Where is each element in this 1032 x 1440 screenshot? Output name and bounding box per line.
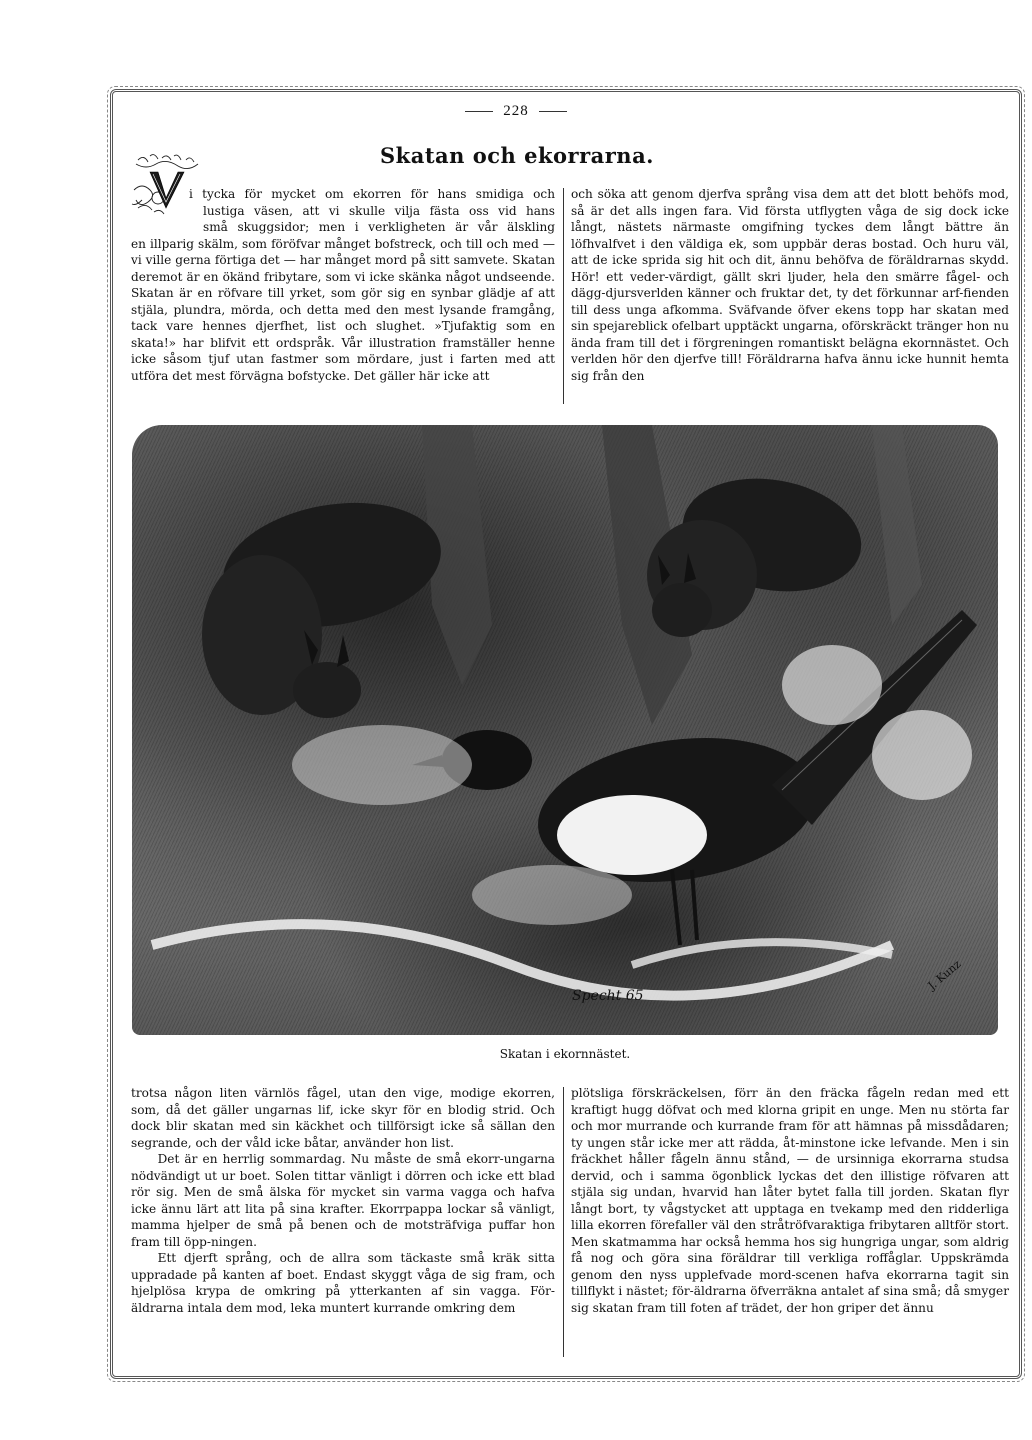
illustration-caption: Skatan i ekornnästet. xyxy=(499,1047,631,1061)
text-line: lustiga väsen, att vi skulle vilja fästa oss vid hans xyxy=(203,203,555,218)
illustration-magpie-squirrels xyxy=(132,425,998,1035)
article-column-top-left xyxy=(131,186,555,384)
article-column-top-right xyxy=(571,186,1009,384)
text-line: små skuggsidor; men i verkligheten är vår älskling xyxy=(203,220,555,234)
article-title: Skatan och ekorrarna. xyxy=(380,143,654,168)
column-divider-top xyxy=(563,188,564,404)
dash-ornament-right xyxy=(539,111,567,112)
paragraph: trotsa någon liten värnlös fågel, utan den vige, modige ekorren, som, då det gäller ungarnas lif, icke skyr för en blodig strid. Och dock blir skatan med sin käckhet och tillförsigt icke så sällan den segrande, och der våld icke båtar, använder hon list. xyxy=(131,1086,555,1150)
engraver-signature: J. Kunz xyxy=(925,957,964,993)
page-number xyxy=(0,103,1032,120)
paragraph: Det är en herrlig sommardag. Nu måste de små ekorr-ungarna nödvändigt ut ur boet. Solen tittar vänligt i dörren och icke ett blad rör sig. Men de små älska för mycket sin varma vagga och hafva icke ännu lärt att lita på sina krafter. Ekorrpappa lockar så vänligt, mamma hjelper de små på benen och de motsträfviga puffar hon fram till öpp-ningen. xyxy=(131,1152,555,1249)
column-divider-bottom xyxy=(563,1087,564,1357)
paragraph: Ett djerft språng, och de allra som täckaste små kräk sitta uppradade på kanten af boet. Endast skyggt våga de sig fram, och hjelplösa krypa de omkring på ytterkanten af sin vagga. För-äldrarna intala dem mod, leka muntert kurrande omkring dem xyxy=(131,1251,555,1315)
paragraph: plötsliga förskräckelsen, förr än den fräcka fågeln redan med ett kraftigt hugg döfvat och med klorna gripit en unge. Men nu störta far och mor murrande och kurrande fram för att hämnas på missdådaren; ty ungen står icke mer att rädda, åt-minstone icke lefvande. Men i sin fräckhet håller fågeln ännu stånd, — de ursinniga ekorrarna studsa dervid, och i samma ögonblick lyckas det den illistige röfvaren att stjäla sig undan, hvarvid han låter bytet falla till jorden. Skatan flyr långt bort, ty vågstycket att upptaga en tvekamp med den ridderliga lilla ekorren förefaller väl den stråtröfvaraktiga fribytaren alltför stort. Men skatmamma har också hemma hos sig hungriga ungar, som aldrig få nog och göra sina föräldrar till verkliga roffåglar. Uppskrämda genom den nyss upplefvade mord-scenen hafva ekorrarna tagit sin tillflykt i nästet; för-äldrarna öfverräkna antalet af sina små; då smyger sig skatan fram till foten af trädet, der hon griper det ännu xyxy=(571,1086,1009,1315)
page-number-text: 228 xyxy=(503,103,529,119)
artist-signature: Specht 65 xyxy=(572,988,644,1004)
text-line: i tycka för mycket om ekorren för hans smidiga och xyxy=(189,187,555,201)
article-column-bottom-right xyxy=(571,1085,1009,1316)
paragraph: en illparig skälm, som föröfvar månget bofstreck, och till och med — vi ville gerna förtiga det — har månget mord på sitt samvete. Skatan deremot är en ökänd fribytare, som vi icke skänka något undseende. Skatan är en röfvare till yrket, som gör sig en synbar glädje af att stjäla, plundra, mörda, och detta med den mest lysande framgång, tack vare hennes djerfhet, list och slughet. »Tjufaktig som en skata!» har blifvit ett ordspråk. Vår illustration framställer henne icke såsom tjuf utan fastmer som mördare, just i farten med att utföra det mest förvägna bofstycke. Det gäller här icke att xyxy=(131,236,555,383)
paragraph: och söka att genom djerfva språng visa dem att det blott behöfs mod, så är det alls ingen fara. Vid första utflygten våga de sig dock icke långt, nästets närmaste omgifning tyckes dem långt bättre än löfhvalfvet i den väldiga ek, som uppbär deras bostad. Och huru väl, att de icke sprida sig hit och dit, ännu behöfva de föräldrarnas skydd. Hör! ett veder-värdigt, gällt skri ljuder, hela den smärre fågel- och dägg-djursverlden känner och fruktar det, ty det förkunnar arf-fienden till dess unga afkomma. Sväfvande öfver ekens topp har skatan med sin spejareblick ofelbart upptäckt ungarna, oförskräckt tränger hon nu ända fram till det i förgreningen romantiskt belägna ekornnästet. Och verlden hör den djerfve till! Föräldrarna hafva ännu icke hunnit hemta sig från den xyxy=(571,187,1009,383)
dash-ornament-left xyxy=(465,111,493,112)
article-column-bottom-left xyxy=(131,1085,555,1316)
